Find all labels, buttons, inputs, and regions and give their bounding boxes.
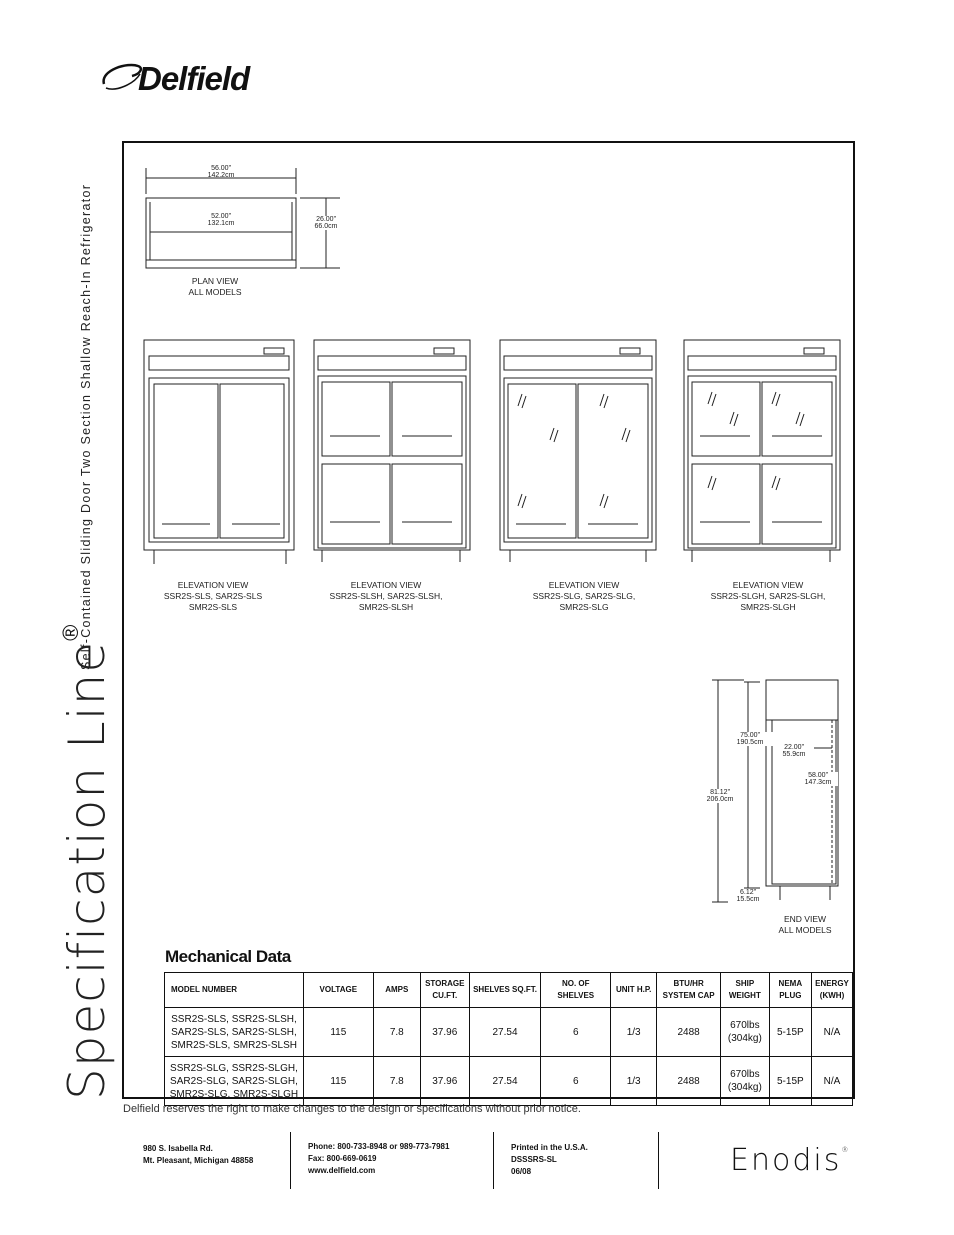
col-energy: ENERGY (KWH) bbox=[812, 973, 853, 1008]
cell-shelves-sqft: 27.54 bbox=[469, 1057, 541, 1106]
elevation-views-drawing bbox=[140, 336, 860, 572]
cell-storage: 37.96 bbox=[420, 1008, 469, 1057]
end-depth-22: 22.00” 55.9cm bbox=[774, 744, 814, 758]
delfield-logo bbox=[98, 58, 298, 104]
elevation-unit-4 bbox=[684, 340, 840, 562]
cell-unit-hp: 1/3 bbox=[611, 1008, 657, 1057]
cell-energy: N/A bbox=[812, 1057, 853, 1106]
elevation-caption-1: ELEVATION VIEW SSR2S-SLS, SAR2S-SLS SMR2S-SLS bbox=[163, 580, 263, 612]
registered-mark: ® bbox=[58, 624, 83, 641]
end-view-caption: END VIEW ALL MODELS bbox=[778, 914, 832, 935]
plan-inner-width: 52.00” 132.1cm bbox=[196, 213, 246, 227]
table-row bbox=[165, 1057, 853, 1106]
footer-contact: Phone: 800-733-8948 or 989-773-7981 Fax: 800-669-0619 www.delfield.com bbox=[308, 1142, 450, 1175]
footer-divider bbox=[658, 1132, 659, 1189]
title-main: Specification Line bbox=[58, 640, 116, 1100]
cell-voltage: 115 bbox=[303, 1057, 373, 1106]
plan-outer-width: 56.00” 142.2cm bbox=[207, 165, 235, 179]
elevation-caption-3: ELEVATION VIEW SSR2S-SLG, SAR2S-SLG, SMR2S-SLG bbox=[532, 580, 636, 612]
footer-divider bbox=[493, 1132, 494, 1189]
cell-ship-weight: 670lbs (304kg) bbox=[721, 1008, 770, 1057]
cell-btu: 2488 bbox=[657, 1008, 721, 1057]
mechanical-data-title: Mechanical Data bbox=[165, 947, 291, 966]
cell-unit-hp: 1/3 bbox=[611, 1057, 657, 1106]
logo-text: Delfield bbox=[138, 60, 250, 97]
cell-num-shelves: 6 bbox=[541, 1057, 611, 1106]
cell-amps: 7.8 bbox=[373, 1008, 420, 1057]
col-amps: AMPS bbox=[373, 973, 420, 1008]
col-num-shelves: NO. OF SHELVES bbox=[541, 973, 611, 1008]
footer-divider bbox=[290, 1132, 291, 1189]
mechanical-data-table bbox=[164, 972, 853, 1106]
col-unit-hp: UNIT H.P. bbox=[611, 973, 657, 1008]
col-nema: NEMA PLUG bbox=[769, 973, 811, 1008]
cell-ship-weight: 670lbs (304kg) bbox=[721, 1057, 770, 1106]
cell-model: SSR2S-SLS, SSR2S-SLSH, SAR2S-SLS, SAR2S-SLSH, SMR2S-SLS, SMR2S-SLSH bbox=[165, 1008, 304, 1057]
plan-view-caption: PLAN VIEW ALL MODELS bbox=[188, 276, 242, 297]
cell-nema: 5-15P bbox=[769, 1057, 811, 1106]
end-height-75: 75.00” 190.5cm bbox=[727, 732, 773, 746]
design-change-notice: Delfield reserves the right to make changes to the design or specifications without prior notice. bbox=[123, 1103, 581, 1115]
elevation-unit-3 bbox=[500, 340, 656, 562]
footer-address: 980 S. Isabella Rd. Mt. Pleasant, Michigan 48858 bbox=[143, 1144, 254, 1165]
cell-amps: 7.8 bbox=[373, 1057, 420, 1106]
elevation-unit-2 bbox=[314, 340, 470, 562]
elevation-caption-2: ELEVATION VIEW SSR2S-SLSH, SAR2S-SLSH, SMR2S-SLSH bbox=[329, 580, 443, 612]
cell-nema: 5-15P bbox=[769, 1008, 811, 1057]
end-leg-height: 6.12” 15.5cm bbox=[728, 889, 768, 903]
table-header-row bbox=[165, 973, 853, 1008]
col-ship-weight: SHIP WEIGHT bbox=[721, 973, 770, 1008]
elevation-unit-1 bbox=[144, 340, 294, 564]
cell-storage: 37.96 bbox=[420, 1057, 469, 1106]
cell-shelves-sqft: 27.54 bbox=[469, 1008, 541, 1057]
col-btu: BTU/HR SYSTEM CAP bbox=[657, 973, 721, 1008]
end-height-58: 58.00” 147.3cm bbox=[798, 772, 838, 786]
plan-depth: 26.00” 66.0cm bbox=[306, 216, 346, 230]
cell-num-shelves: 6 bbox=[541, 1008, 611, 1057]
cell-voltage: 115 bbox=[303, 1008, 373, 1057]
col-model: MODEL NUMBER bbox=[165, 973, 304, 1008]
end-height-81: 81.12” 206.0cm bbox=[698, 789, 742, 803]
cell-btu: 2488 bbox=[657, 1057, 721, 1106]
col-voltage: VOLTAGE bbox=[303, 973, 373, 1008]
product-subtitle: Self-Contained Sliding Door Two Section Shallow Reach-In Refrigerator bbox=[79, 183, 93, 670]
col-storage: STORAGE CU.FT. bbox=[420, 973, 469, 1008]
elevation-caption-4: ELEVATION VIEW SSR2S-SLGH, SAR2S-SLGH, SMR2S-SLGH bbox=[710, 580, 826, 612]
col-shelves-sqft: SHELVES SQ.FT. bbox=[469, 973, 541, 1008]
cell-energy: N/A bbox=[812, 1008, 853, 1057]
enodis-logo: Enodis® bbox=[730, 1143, 851, 1178]
table-row bbox=[165, 1008, 853, 1057]
footer-print-info: Printed in the U.S.A. DSSSRS-SL 06/08 bbox=[511, 1143, 588, 1176]
cell-model: SSR2S-SLG, SSR2S-SLGH, SAR2S-SLG, SAR2S-SLGH, SMR2S-SLG, SMR2S-SLGH bbox=[165, 1057, 304, 1106]
